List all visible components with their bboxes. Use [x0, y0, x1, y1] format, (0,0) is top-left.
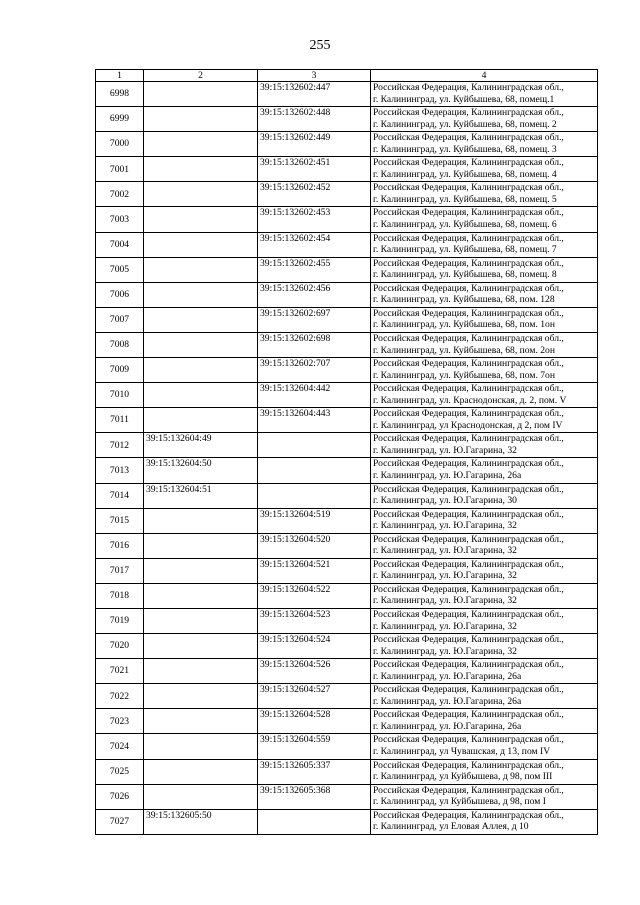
address-line-2: г. Калининград, ул. Ю.Гагарина, 26а [373, 470, 522, 481]
column-header-3: 3 [258, 70, 371, 82]
address-line-2: г. Калининград, ул. Куйбышева, 68, помещ. 4 [373, 168, 557, 180]
address [371, 107, 598, 132]
address-line-2: г. Калининград, ул. Куйбышева, 68, пом. 2он [373, 344, 555, 356]
cadastral-number-col2 [144, 583, 258, 608]
cadastral-number-col2 [144, 232, 258, 257]
address-line-2: г. Калининград, ул. Ю.Гагарина, 26а [373, 720, 522, 732]
address [371, 207, 598, 232]
row-number: 7011 [96, 408, 144, 433]
cadastral-number-col3: 39:15:132604:559 [258, 734, 371, 759]
address-line-2: г. Калининград, ул. Ю.Гагарина, 32 [373, 595, 517, 607]
address-line-2: г. Калининград, ул. Куйбышева, 68, помещ. 6 [373, 219, 557, 231]
cadastral-number-col3 [258, 458, 371, 483]
address [371, 358, 598, 383]
table-row [96, 759, 598, 784]
cadastral-number-col2 [144, 784, 258, 809]
row-number: 6999 [96, 107, 144, 132]
cadastral-number-col3: 39:15:132602:707 [258, 358, 371, 383]
row-number: 7003 [96, 207, 144, 232]
cadastral-number-col3: 39:15:132604:521 [258, 558, 371, 583]
address [371, 408, 598, 433]
register-table [95, 69, 598, 835]
row-number: 7018 [96, 583, 144, 608]
cadastral-number-col3: 39:15:132602:451 [258, 157, 371, 182]
address [371, 684, 598, 709]
address-line-1: Российская Федерация, Калининградская обл., [373, 358, 564, 370]
table-row [96, 307, 598, 332]
address-line-1: Российская Федерация, Калининградская обл., [373, 533, 564, 545]
table-row [96, 709, 598, 734]
cadastral-number-col3: 39:15:132602:456 [258, 282, 371, 307]
row-number: 7013 [96, 458, 144, 483]
address-line-1: Российская Федерация, Калининградская обл., [373, 558, 564, 570]
cadastral-number-col2 [144, 132, 258, 157]
address-line-2: г. Калининград, ул Чувашская, д 13, пом IV [373, 746, 551, 758]
address-line-1: Российская Федерация, Калининградская обл., [373, 282, 564, 294]
address-line-2: г. Калининград, ул. Ю.Гагарина, 26а [373, 670, 522, 682]
address-line-1: Российская Федерация, Калининградская обл., [373, 383, 564, 395]
address-line-1: Российская Федерация, Калининградская обл., [373, 132, 564, 144]
cadastral-number-col2 [144, 558, 258, 583]
address [371, 232, 598, 257]
address-line-1: Российская Федерация, Калининградская обл., [373, 634, 564, 646]
address-line-1: Российская Федерация, Калининградская обл., [373, 332, 564, 344]
address-line-1: Российская Федерация, Калининградская обл., [373, 734, 564, 746]
table-row [96, 182, 598, 207]
address-line-2: г. Калининград, ул Краснодонская, д 2, пом IV [373, 419, 563, 431]
table-row [96, 383, 598, 408]
row-number: 7027 [96, 809, 144, 834]
table-row [96, 558, 598, 583]
cadastral-number-col3: 39:15:132604:522 [258, 583, 371, 608]
cadastral-number-col2 [144, 533, 258, 558]
address-line-1: Российская Федерация, Калининградская обл., [373, 784, 564, 796]
address [371, 583, 598, 608]
row-number: 7020 [96, 634, 144, 659]
address [371, 132, 598, 157]
table-row [96, 132, 598, 157]
cadastral-number-col3: 39:15:132604:519 [258, 508, 371, 533]
address [371, 257, 598, 282]
table-row [96, 583, 598, 608]
address-line-1: Российская Федерация, Калининградская обл., [373, 684, 564, 696]
table-row [96, 809, 598, 834]
address-line-2: г. Калининград, ул Еловая Аллея, д 10 [373, 821, 529, 833]
table-row [96, 508, 598, 533]
row-number: 7012 [96, 433, 144, 458]
table-row [96, 107, 598, 132]
address [371, 483, 598, 508]
table-row [96, 684, 598, 709]
table-row [96, 734, 598, 759]
address-line-2: г. Калининград, ул. Куйбышева, 68, помещ. 5 [373, 193, 557, 205]
cadastral-number-col2 [144, 182, 258, 207]
table-row [96, 157, 598, 182]
row-number: 7002 [96, 182, 144, 207]
table-row [96, 608, 598, 633]
address [371, 659, 598, 684]
cadastral-number-col3 [258, 809, 371, 834]
cadastral-number-col2 [144, 608, 258, 633]
cadastral-number-col3: 39:15:132604:526 [258, 659, 371, 684]
row-number: 7022 [96, 684, 144, 709]
row-number: 7017 [96, 558, 144, 583]
header-row [96, 70, 598, 82]
table-row [96, 257, 598, 282]
cadastral-number-col2 [144, 282, 258, 307]
table-row [96, 458, 598, 483]
cadastral-number-col2 [144, 734, 258, 759]
address-line-1: Российская Федерация, Калининградская обл., [373, 583, 564, 595]
row-number: 7010 [96, 383, 144, 408]
address-line-1: Российская Федерация, Калининградская обл., [373, 157, 564, 169]
row-number: 7006 [96, 282, 144, 307]
table-row [96, 332, 598, 357]
table-row [96, 634, 598, 659]
table-row [96, 408, 598, 433]
cadastral-number-col2 [144, 307, 258, 332]
address-line-2: г. Калининград, ул. Ю.Гагарина, 32 [373, 545, 517, 557]
row-number: 7001 [96, 157, 144, 182]
cadastral-number-col3 [258, 433, 371, 458]
cadastral-number-col2 [144, 207, 258, 232]
address [371, 634, 598, 659]
cadastral-number-col3 [258, 483, 371, 508]
cadastral-number-col2: 39:15:132604:49 [144, 433, 258, 458]
cadastral-number-col3: 39:15:132602:698 [258, 332, 371, 357]
table-row [96, 784, 598, 809]
address-line-2: г. Калининград, ул. Куйбышева, 68, пом. 7он [373, 369, 555, 381]
address [371, 533, 598, 558]
row-number: 7025 [96, 759, 144, 784]
cadastral-number-col3: 39:15:132602:447 [258, 82, 371, 107]
address [371, 759, 598, 784]
address-line-1: Российская Федерация, Калининградская обл., [373, 257, 564, 269]
cadastral-number-col3: 39:15:132605:368 [258, 784, 371, 809]
row-number: 7023 [96, 709, 144, 734]
address [371, 383, 598, 408]
address-line-2: г. Калининград, ул. Куйбышева, 68, помещ. 8 [373, 269, 557, 281]
cadastral-number-col2 [144, 659, 258, 684]
table-row [96, 433, 598, 458]
cadastral-number-col3: 39:15:132604:524 [258, 634, 371, 659]
address-line-2: г. Калининград, ул. Куйбышева, 68, помещ. 2 [373, 118, 557, 130]
address-line-2: г. Калининград, ул. Ю.Гагарина, 32 [373, 570, 517, 582]
cadastral-number-col3: 39:15:132602:453 [258, 207, 371, 232]
row-number: 7026 [96, 784, 144, 809]
cadastral-number-col3: 39:15:132604:442 [258, 383, 371, 408]
address-line-1: Российская Федерация, Калининградская обл., [373, 709, 564, 721]
address [371, 433, 598, 458]
address-line-1: Российская Федерация, Калининградская обл., [373, 659, 564, 671]
cadastral-number-col2 [144, 709, 258, 734]
cadastral-number-col2 [144, 82, 258, 107]
cadastral-number-col3: 39:15:132605:337 [258, 759, 371, 784]
row-number: 7014 [96, 483, 144, 508]
cadastral-number-col3: 39:15:132604:528 [258, 709, 371, 734]
table-row [96, 232, 598, 257]
cadastral-number-col3: 39:15:132602:455 [258, 257, 371, 282]
table-row [96, 358, 598, 383]
cadastral-number-col3: 39:15:132602:697 [258, 307, 371, 332]
column-header-2: 2 [144, 70, 258, 82]
address-line-2: г. Калининград, ул. Куйбышева, 68, помещ. 3 [373, 143, 557, 155]
page-number: 255 [309, 38, 331, 53]
cadastral-number-col3: 39:15:132604:527 [258, 684, 371, 709]
address-line-1: Российская Федерация, Калининградская обл., [373, 508, 564, 520]
cadastral-number-col2 [144, 684, 258, 709]
cadastral-number-col3: 39:15:132604:520 [258, 533, 371, 558]
address-line-1: Российская Федерация, Калининградская обл., [373, 458, 564, 470]
address-line-1: Российская Федерация, Калининградская обл., [373, 82, 564, 93]
address [371, 784, 598, 809]
address-line-2: г. Калининград, ул. Ю.Гагарина, 32 [373, 645, 517, 657]
column-header-1: 1 [96, 70, 144, 82]
address-line-1: Российская Федерация, Калининградская обл., [373, 809, 564, 821]
address [371, 709, 598, 734]
address-line-2: г. Калининград, ул Куйбышева, д 98, пом I [373, 796, 546, 808]
address-line-1: Российская Федерация, Калининградская обл., [373, 433, 564, 445]
address [371, 508, 598, 533]
column-header-4: 4 [371, 70, 598, 82]
address-line-2: г. Калининград, ул. Ю.Гагарина, 26а [373, 695, 522, 707]
address-line-2: г. Калининград, ул. Краснодонская, д. 2, пом. V [373, 394, 567, 406]
row-number: 7007 [96, 307, 144, 332]
cadastral-number-col2 [144, 634, 258, 659]
row-number: 7000 [96, 132, 144, 157]
address [371, 82, 598, 107]
cadastral-number-col2 [144, 759, 258, 784]
table-body [96, 82, 598, 835]
cadastral-number-col2: 39:15:132604:50 [144, 458, 258, 483]
row-number: 7015 [96, 508, 144, 533]
cadastral-number-col3: 39:15:132604:523 [258, 608, 371, 633]
address [371, 809, 598, 834]
table-row [96, 659, 598, 684]
address [371, 558, 598, 583]
row-number: 7019 [96, 608, 144, 633]
cadastral-number-col2 [144, 157, 258, 182]
table-row [96, 282, 598, 307]
cadastral-number-col2 [144, 508, 258, 533]
address [371, 307, 598, 332]
address-line-1: Российская Федерация, Калининградская обл., [373, 759, 564, 771]
table-row [96, 533, 598, 558]
address-line-2: г. Калининград, ул. Ю.Гагарина, 32 [373, 620, 517, 632]
cadastral-number-col2 [144, 332, 258, 357]
cadastral-number-col2: 39:15:132604:51 [144, 483, 258, 508]
address-line-2: г. Калининград, ул Куйбышева, д 98, пом III [373, 771, 553, 783]
cadastral-number-col2: 39:15:132605:50 [144, 809, 258, 834]
address [371, 608, 598, 633]
cadastral-number-col3: 39:15:132604:443 [258, 408, 371, 433]
address-line-1: Российская Федерация, Калининградская обл., [373, 408, 564, 420]
row-number: 6998 [96, 82, 144, 107]
table-row [96, 82, 598, 107]
cadastral-number-col2 [144, 257, 258, 282]
row-number: 7008 [96, 332, 144, 357]
address [371, 458, 598, 483]
address-line-1: Российская Федерация, Калининградская обл., [373, 483, 564, 495]
address [371, 157, 598, 182]
cadastral-number-col3: 39:15:132602:449 [258, 132, 371, 157]
address [371, 182, 598, 207]
address-line-2: г. Калининград, ул. Куйбышева, 68, помещ.1 [373, 93, 555, 105]
address-line-1: Российская Федерация, Калининградская обл., [373, 107, 564, 119]
row-number: 7024 [96, 734, 144, 759]
row-number: 7004 [96, 232, 144, 257]
cadastral-number-col3: 39:15:132602:448 [258, 107, 371, 132]
table-row [96, 207, 598, 232]
address-line-1: Российская Федерация, Калининградская обл., [373, 182, 564, 194]
address-line-1: Российская Федерация, Калининградская обл., [373, 307, 564, 319]
address [371, 734, 598, 759]
table-row [96, 483, 598, 508]
cadastral-number-col3: 39:15:132602:452 [258, 182, 371, 207]
address-line-2: г. Калининград, ул. Ю.Гагарина, 30 [373, 495, 517, 507]
cadastral-number-col2 [144, 408, 258, 433]
address-line-1: Российская Федерация, Калининградская обл., [373, 232, 564, 244]
cadastral-number-col2 [144, 358, 258, 383]
row-number: 7005 [96, 257, 144, 282]
address-line-2: г. Калининград, ул. Куйбышева, 68, пом. 1он [373, 319, 555, 331]
row-number: 7009 [96, 358, 144, 383]
cadastral-number-col3: 39:15:132602:454 [258, 232, 371, 257]
row-number: 7021 [96, 659, 144, 684]
address-line-1: Российская Федерация, Калининградская обл., [373, 207, 564, 219]
address-line-2: г. Калининград, ул. Куйбышева, 68, помещ. 7 [373, 244, 557, 256]
row-number: 7016 [96, 533, 144, 558]
address [371, 332, 598, 357]
address-line-1: Российская Федерация, Калининградская обл., [373, 608, 564, 620]
cadastral-number-col2 [144, 107, 258, 132]
address-line-2: г. Калининград, ул. Куйбышева, 68, пом. 128 [373, 294, 555, 306]
address-line-2: г. Калининград, ул. Ю.Гагарина, 32 [373, 520, 517, 532]
address [371, 282, 598, 307]
cadastral-number-col2 [144, 383, 258, 408]
address-line-2: г. Калининград, ул. Ю.Гагарина, 32 [373, 444, 517, 456]
